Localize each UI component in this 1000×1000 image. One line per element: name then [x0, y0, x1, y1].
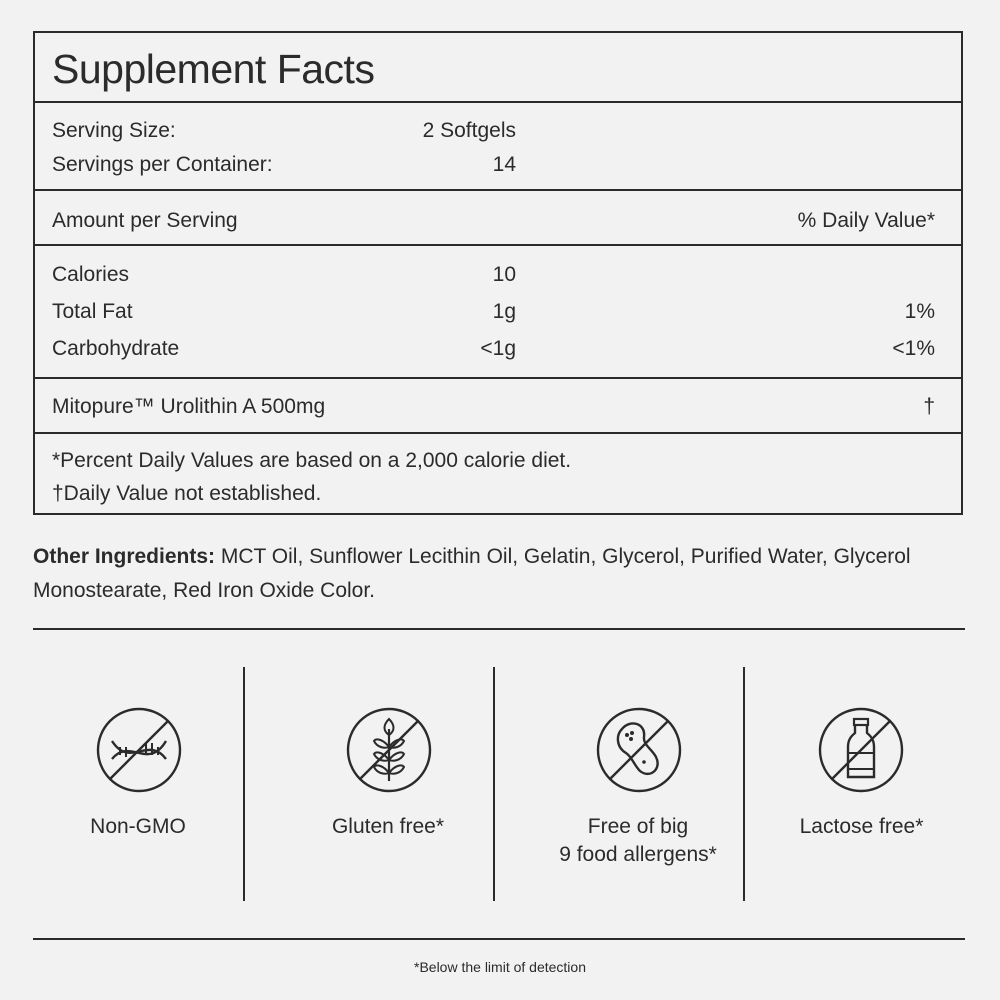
serving-size-value: 2 Softgels	[422, 119, 516, 142]
divider	[35, 101, 961, 103]
badges-row	[33, 667, 965, 901]
badge-label: Lactose free*	[799, 815, 924, 838]
divider	[35, 377, 961, 379]
badge-label: Non-GMO	[90, 815, 186, 838]
divider	[743, 667, 745, 901]
footnote-detection-limit: *Below the limit of detection	[414, 959, 586, 975]
badge-label: Free of big 9 food allergens*	[559, 815, 717, 866]
badge-allergen-free	[533, 667, 743, 901]
other-ingredients	[33, 540, 968, 608]
servings-per-container-value: 14	[492, 153, 516, 176]
serving-size-label: Serving Size:	[52, 119, 176, 142]
badge-gluten-free	[283, 667, 493, 901]
nutrient-amount-calories: 10	[492, 263, 516, 286]
divider	[33, 938, 965, 940]
footnote-daily-values: *Percent Daily Values are based on a 2,000 calorie diet.	[52, 449, 572, 472]
badge-label: Gluten free*	[331, 815, 445, 838]
other-ingredients-label: Other Ingredients:	[33, 545, 216, 568]
divider	[33, 628, 965, 630]
nutrient-amount-carbohydrate: <1g	[480, 337, 516, 360]
badge-non-gmo	[33, 667, 243, 901]
divider	[493, 667, 495, 901]
footnote-not-established: †Daily Value not established.	[52, 482, 322, 505]
nutrient-amount-total-fat: 1g	[492, 300, 516, 323]
amount-per-serving-label: Amount per Serving	[52, 209, 238, 232]
other-ingredients-text: MCT Oil, Sunflower Lecithin Oil, Gelatin, Glycerol, Purified Water, Glycerol Monostearate, Red Iron Oxide Color.	[33, 545, 911, 602]
divider	[35, 432, 961, 434]
daily-value-header: % Daily Value*	[797, 209, 935, 232]
divider	[35, 244, 961, 246]
nutrient-name-calories: Calories	[52, 263, 130, 286]
page-title: Supplement Facts	[52, 46, 375, 92]
badge-lactose-free	[758, 667, 965, 901]
bottle-icon	[818, 707, 904, 793]
supplement-facts-panel	[33, 31, 963, 515]
nutrient-name-total-fat: Total Fat	[52, 300, 133, 323]
divider	[35, 189, 961, 191]
wheat-icon	[346, 707, 432, 793]
active-ingredient-name: Mitopure™ Urolithin A 500mg	[52, 395, 326, 418]
active-ingredient-dv: †	[923, 395, 935, 418]
nutrient-dv-total-fat: 1%	[904, 300, 935, 323]
peanut-icon	[596, 707, 682, 793]
divider	[243, 667, 245, 901]
servings-per-container-label: Servings per Container:	[52, 153, 273, 176]
nutrient-name-carbohydrate: Carbohydrate	[52, 337, 180, 360]
dna-icon	[96, 707, 182, 793]
nutrient-dv-carbohydrate: <1%	[892, 337, 935, 360]
